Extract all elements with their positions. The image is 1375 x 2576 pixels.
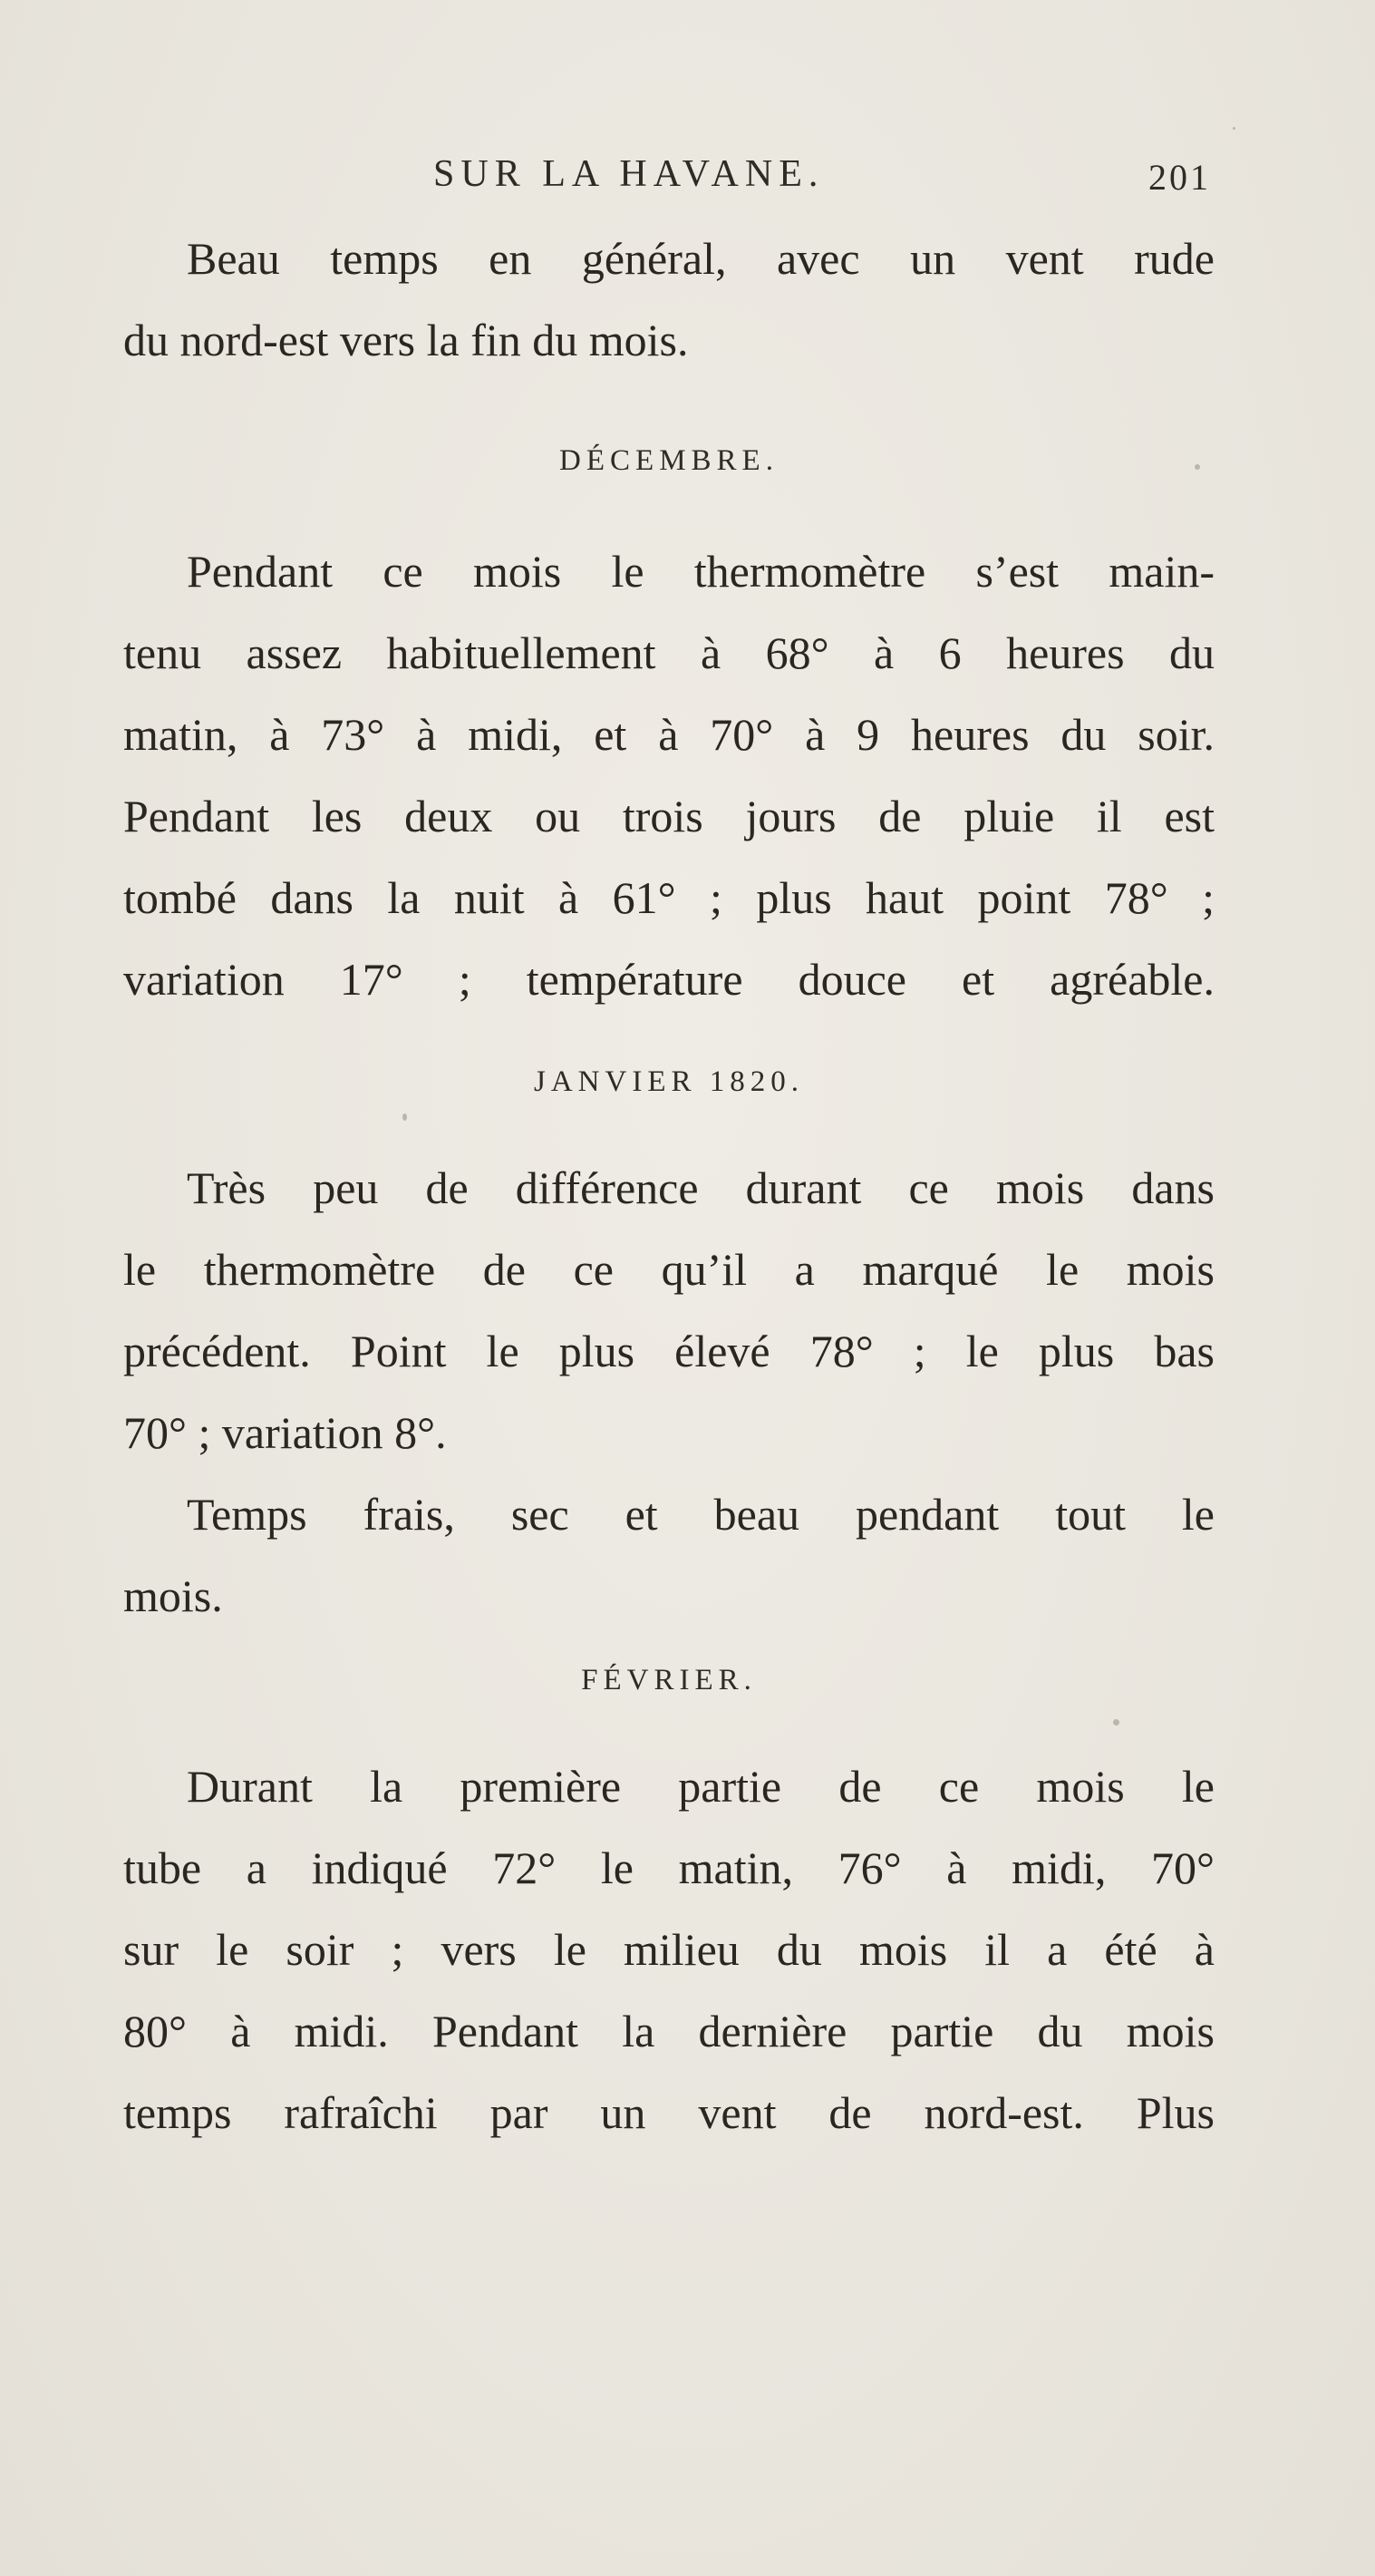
text-line: sur le soir ; vers le milieu du mois il a été à [123, 1924, 1215, 1975]
text-line: temps rafraîchi par un vent de nord-est. Plus [123, 2087, 1215, 2138]
paragraph-fevrier [123, 1745, 1215, 2153]
paper-speck [1233, 127, 1235, 130]
text-line: mois. [123, 1570, 223, 1621]
text-line: du nord-est vers la fin du mois. [123, 315, 689, 365]
page-number: 201 [1148, 157, 1211, 198]
text-line: précédent. Point le plus élevé 78° ; le plus bas [123, 1326, 1215, 1376]
running-title: SUR LA HAVANE. [433, 153, 825, 195]
section-heading-fevrier: FÉVRIER. [581, 1664, 757, 1696]
text-line: le thermomètre de ce qu’il a marqué le mois [123, 1244, 1215, 1295]
text-line: tenu assez habituellement à 68° à 6 heures du [123, 627, 1215, 678]
text-line: Temps frais, sec et beau pendant tout le [187, 1489, 1215, 1540]
text-line: Pendant les deux ou trois jours de pluie il est [123, 791, 1215, 841]
text-line: tombé dans la nuit à 61° ; plus haut point 78° ; [123, 872, 1215, 923]
section-heading-decembre: DÉCEMBRE. [559, 444, 779, 477]
text-line: 80° à midi. Pendant la dernière partie du mois [123, 2006, 1215, 2056]
section-heading-janvier: JANVIER 1820. [534, 1065, 804, 1098]
text-line: Beau temps en général, avec un vent rude [187, 233, 1215, 284]
text-line: 70° ; variation 8°. [123, 1407, 447, 1458]
text-line: Pendant ce mois le thermomètre s’est main- [187, 546, 1215, 597]
text-line: Très peu de différence durant ce mois dans [187, 1162, 1215, 1213]
paper-speck [402, 1113, 407, 1121]
running-head [123, 152, 1211, 207]
paragraph-decembre [123, 530, 1215, 1020]
text-line: Durant la première partie de ce mois le [187, 1761, 1215, 1812]
text-line: matin, à 73° à midi, et à 70° à 9 heures du soir. [123, 709, 1215, 760]
text-line: variation 17° ; température douce et agréable. [123, 954, 1215, 1005]
paper-speck [1195, 464, 1200, 470]
text-line: tube a indiqué 72° le matin, 76° à midi, 70° [123, 1842, 1215, 1893]
paper-speck [1113, 1719, 1119, 1725]
paragraph-janvier [123, 1147, 1215, 1637]
opening-paragraph [123, 218, 1215, 381]
